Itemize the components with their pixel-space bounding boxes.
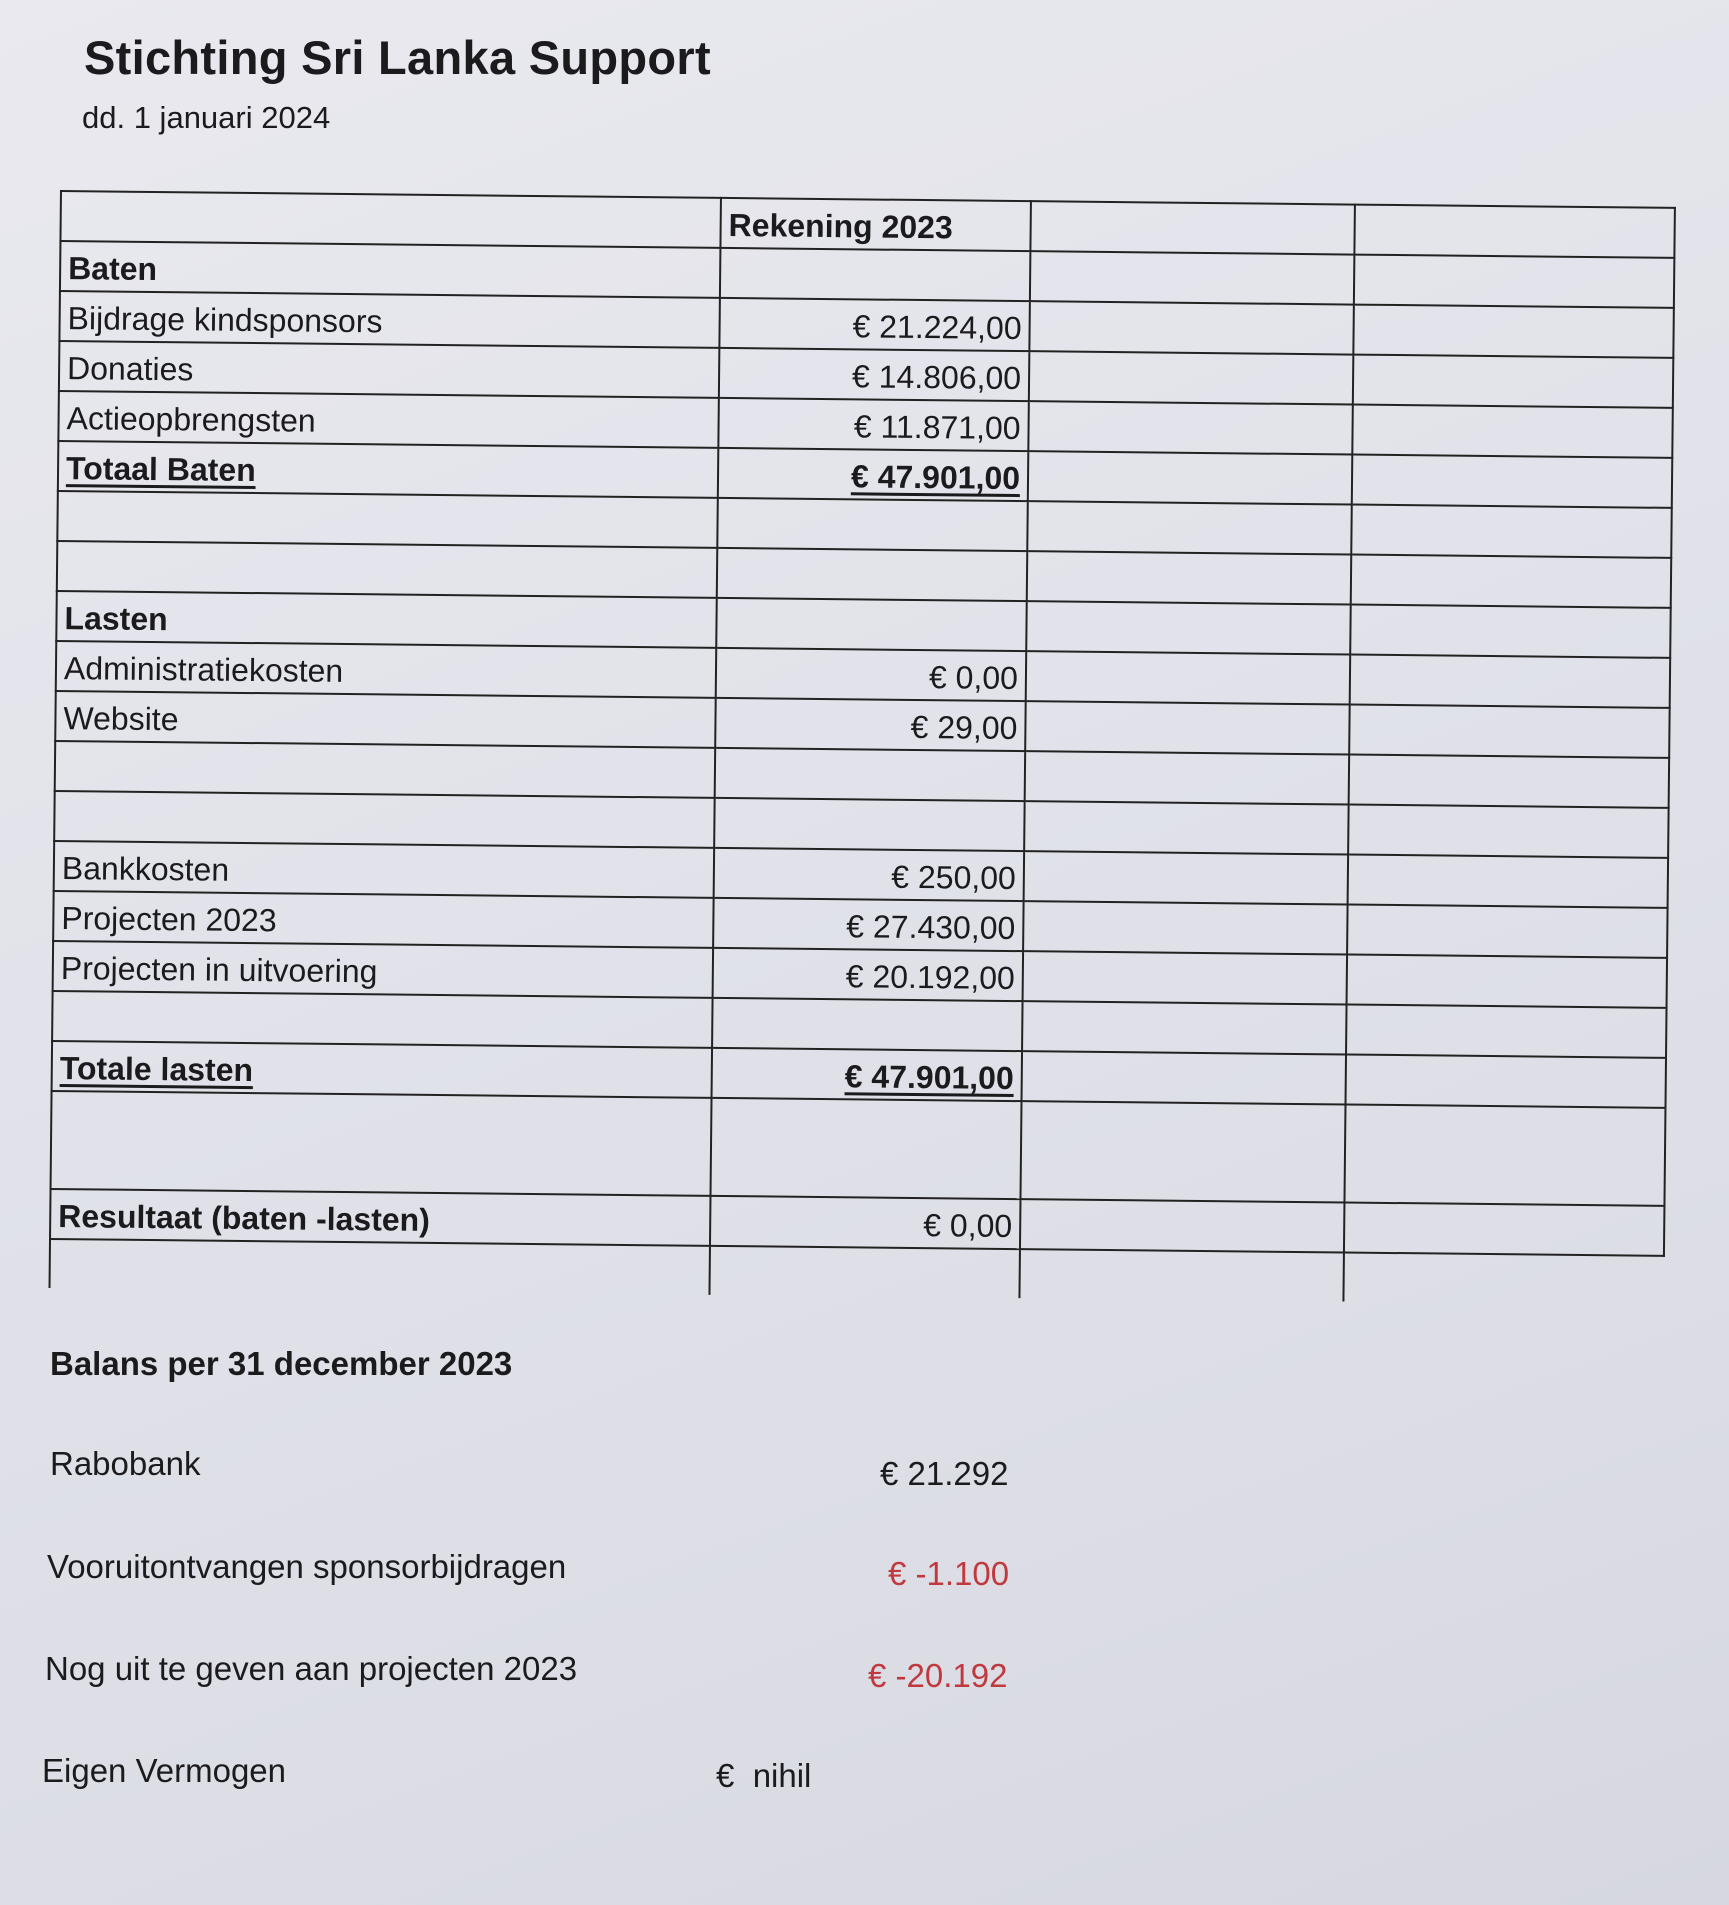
balans-value-nog-uit-te-geven: € -20.192: [868, 1657, 1008, 1694]
balans-label-eigen-vermogen: Eigen Vermogen: [42, 1752, 287, 1789]
row-label: Bijdrage kindsponsors: [59, 291, 719, 348]
result-label: Resultaat (baten -lasten): [50, 1189, 710, 1246]
row-value: € 250,00: [714, 848, 1025, 901]
balans-value-vooruitontvangen: € -1.100: [888, 1555, 1010, 1592]
balans-value-eigen-vermogen: € nihil: [716, 1757, 812, 1794]
row-value: € 20.192,00: [713, 948, 1024, 1001]
balans-label-nog-uit-te-geven: Nog uit te geven aan projecten 2023: [45, 1650, 578, 1687]
section-label-lasten: Lasten: [56, 591, 716, 648]
document-date: dd. 1 januari 2024: [82, 100, 331, 135]
row-label: Projecten in uitvoering: [53, 941, 713, 998]
column-header-rekening-2023: Rekening 2023: [720, 198, 1031, 251]
row-value: € 14.806,00: [719, 348, 1030, 401]
total-label: Totale lasten: [52, 1041, 712, 1098]
total-value: € 47.901,00: [712, 1048, 1023, 1101]
row-value: € 11.871,00: [718, 398, 1029, 451]
document-title: Stichting Sri Lanka Support: [84, 31, 711, 84]
row-value: € 27.430,00: [713, 898, 1024, 951]
total-label: Totaal Baten: [58, 441, 718, 498]
row-value: € 21.224,00: [719, 298, 1030, 351]
total-value: € 47.901,00: [718, 448, 1029, 501]
exploitatie-table: [49, 190, 1676, 1305]
row-label: Administratiekosten: [56, 641, 716, 698]
balans-label-rabobank: Rabobank: [50, 1445, 201, 1482]
section-label-baten: Baten: [60, 241, 720, 298]
row-value: € 29,00: [715, 698, 1026, 751]
row-label: Donaties: [59, 341, 719, 398]
row-label: Website: [55, 691, 715, 748]
row-label: Actieopbrengsten: [58, 391, 718, 448]
row-label: Bankkosten: [54, 841, 714, 898]
table-row-empty: [51, 1091, 1666, 1206]
balans-title: Balans per 31 december 2023: [50, 1345, 513, 1382]
balans-value-rabobank: € 21.292: [880, 1455, 1009, 1492]
row-value: € 0,00: [716, 648, 1027, 701]
balans-label-vooruitontvangen: Vooruitontvangen sponsorbijdragen: [47, 1548, 567, 1585]
result-value: € 0,00: [710, 1196, 1021, 1249]
row-label: Projecten 2023: [53, 891, 713, 948]
